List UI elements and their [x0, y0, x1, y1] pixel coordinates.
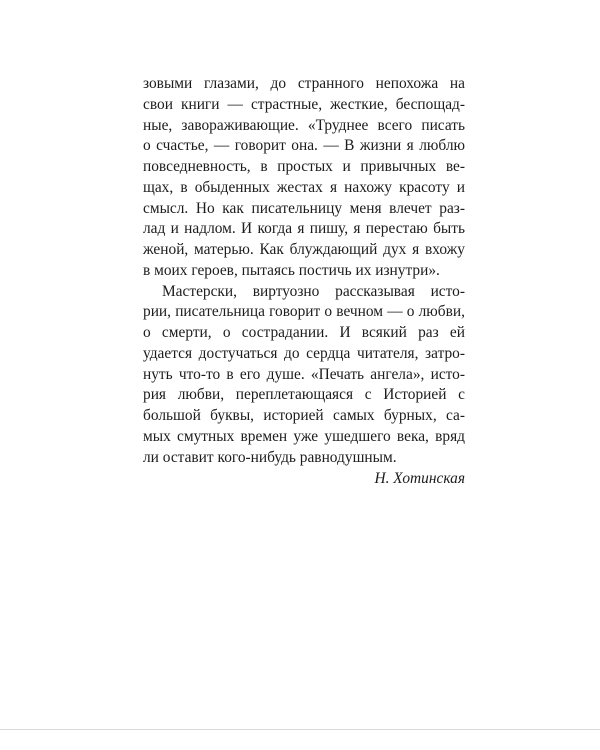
text-line: женой, матерью. Как блуждающий дух я вхожу [143, 241, 465, 258]
author-signature: Н. Хотинская [374, 470, 465, 488]
body-text [143, 74, 465, 490]
bottom-divider [0, 729, 600, 730]
text-line: рии, писательница говорит о вечном — о любви, [143, 303, 465, 321]
text-line: удается достучаться до сердца читателя, затро- [143, 344, 465, 362]
text-line: Мастерски, виртуозно рассказывая исто- [162, 282, 465, 300]
text-line: рия любви, переплетающаяся с Историей с [143, 386, 465, 404]
text-line: нуть что-то в его душе. «Печать ангела», исто- [143, 365, 465, 383]
text-line: в моих героев, пытаясь постичь их изнутри». [143, 261, 440, 279]
text-line: ли оставит кого-нибудь равнодушным. [143, 448, 397, 466]
text-line: свои книги — страстные, жесткие, беспощад- [143, 95, 465, 113]
text-line: большой буквы, историей самых бурных, са- [143, 407, 465, 424]
text-line: смысл. Но как писательницу меня влечет раз- [143, 199, 465, 217]
text-line: о смерти, о сострадании. И всякий раз ей [143, 324, 465, 341]
text-line: мых смутных времен уже ушедшего века, вряд [143, 427, 465, 445]
text-line: зовыми глазами, до странного непохожа на [143, 75, 465, 92]
text-line: о счастье, — говорит она. — В жизни я люблю [143, 137, 465, 155]
text-line: повседневность, в простых и привычных ве- [143, 158, 465, 175]
text-line: лад и надлом. И когда я пишу, я перестаю быть [143, 220, 465, 238]
text-line: щах, в обыденных жестах я нахожу красоту и [143, 178, 465, 196]
text-line: ные, завораживающие. «Труднее всего писать [143, 116, 465, 134]
